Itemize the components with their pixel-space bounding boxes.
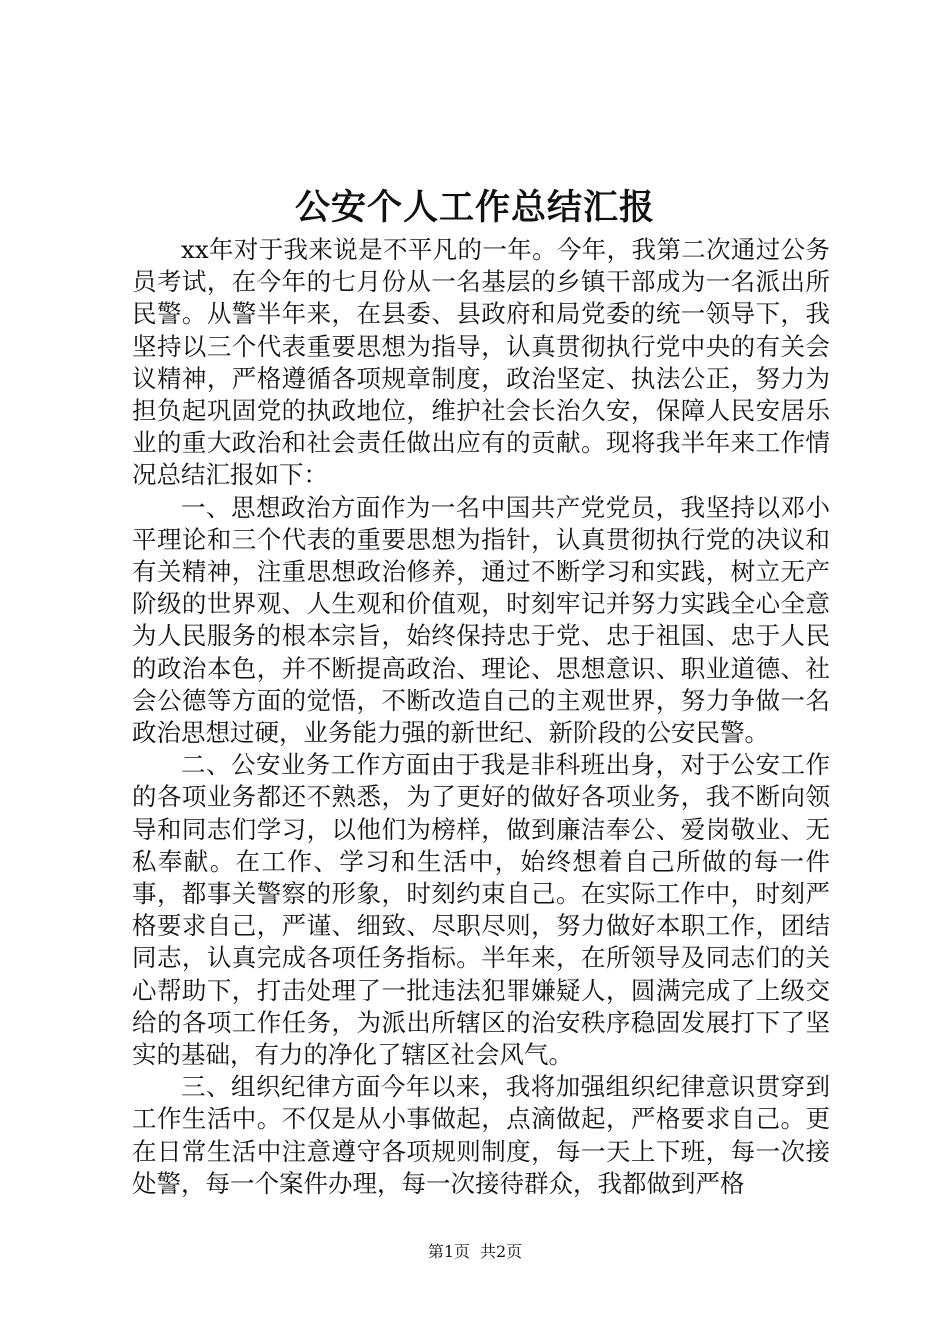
paragraph-discipline: 三、组织纪律方面今年以来，我将加强组织纪律意识贯穿到工作生活中。不仅是从小事做起，点滴做起，严格要求自己。更在日常生活中注意遵守各项规则制度，每一天上下班，每一次接处警，每一个案件办理，每一次接待群众，我都做到严格	[132, 1072, 830, 1198]
page-number-current: 第1页	[427, 1242, 470, 1261]
document-title: 公安个人工作总结汇报	[294, 187, 655, 228]
document-body	[132, 234, 830, 1200]
paragraph-police-work: 二、公安业务工作方面由于我是非科班出身，对于公安工作的各项业务都还不熟悉，为了更好的做好各项业务，我不断向领导和同志们学习，以他们为榜样，做到廉洁奉公、爱岗敬业、无私奉献。在工作、学习和生活中，始终想着自己所做的每一件事，都事关警察的形象，时刻约束自己。在实际工作中，时刻严格要求自己，严谨、细致、尽职尽则，努力做好本职工作，团结同志，认真完成各项任务指标。半年来，在所领导及同志们的关心帮助下，打击处理了一批违法犯罪嫌疑人，圆满完成了上级交给的各项工作任务，为派出所辖区的治安秩序稳固发展打下了坚实的基础，有力的净化了辖区社会风气。	[132, 750, 830, 1070]
page-footer	[0, 1240, 950, 1264]
paragraph-ideology: 一、思想政治方面作为一名中国共产党党员，我坚持以邓小平理论和三个代表的重要思想为指针，认真贯彻执行党的决议和有关精神，注重思想政治修养，通过不断学习和实践，树立无产阶级的世界观、人生观和价值观，时刻牢记并努力实践全心全意为人民服务的根本宗旨，始终保持忠于党、忠于祖国、忠于人民的政治本色，并不断提高政治、理论、思想意识、职业道德、社会公德等方面的觉悟，不断改造自己的主观世界，努力争做一名政治思想过硬，业务能力强的新世纪、新阶段的公安民警。	[132, 492, 830, 748]
page-number-total: 共2页	[480, 1242, 523, 1261]
paragraph-intro: xx年对于我来说是不平凡的一年。今年，我第二次通过公务员考试，在今年的七月份从一名基层的乡镇干部成为一名派出所民警。从警半年来，在县委、县政府和局党委的统一领导下，我坚持以三个代表重要思想为指导，认真贯彻执行党中央的有关会议精神，严格遵循各项规章制度，政治坚定、执法公正，努力为担负起巩固党的执政地位，维护社会长治久安，保障人民安居乐业的重大政治和社会责任做出应有的贡献。现将我半年来工作情况总结汇报如下：	[132, 235, 830, 490]
